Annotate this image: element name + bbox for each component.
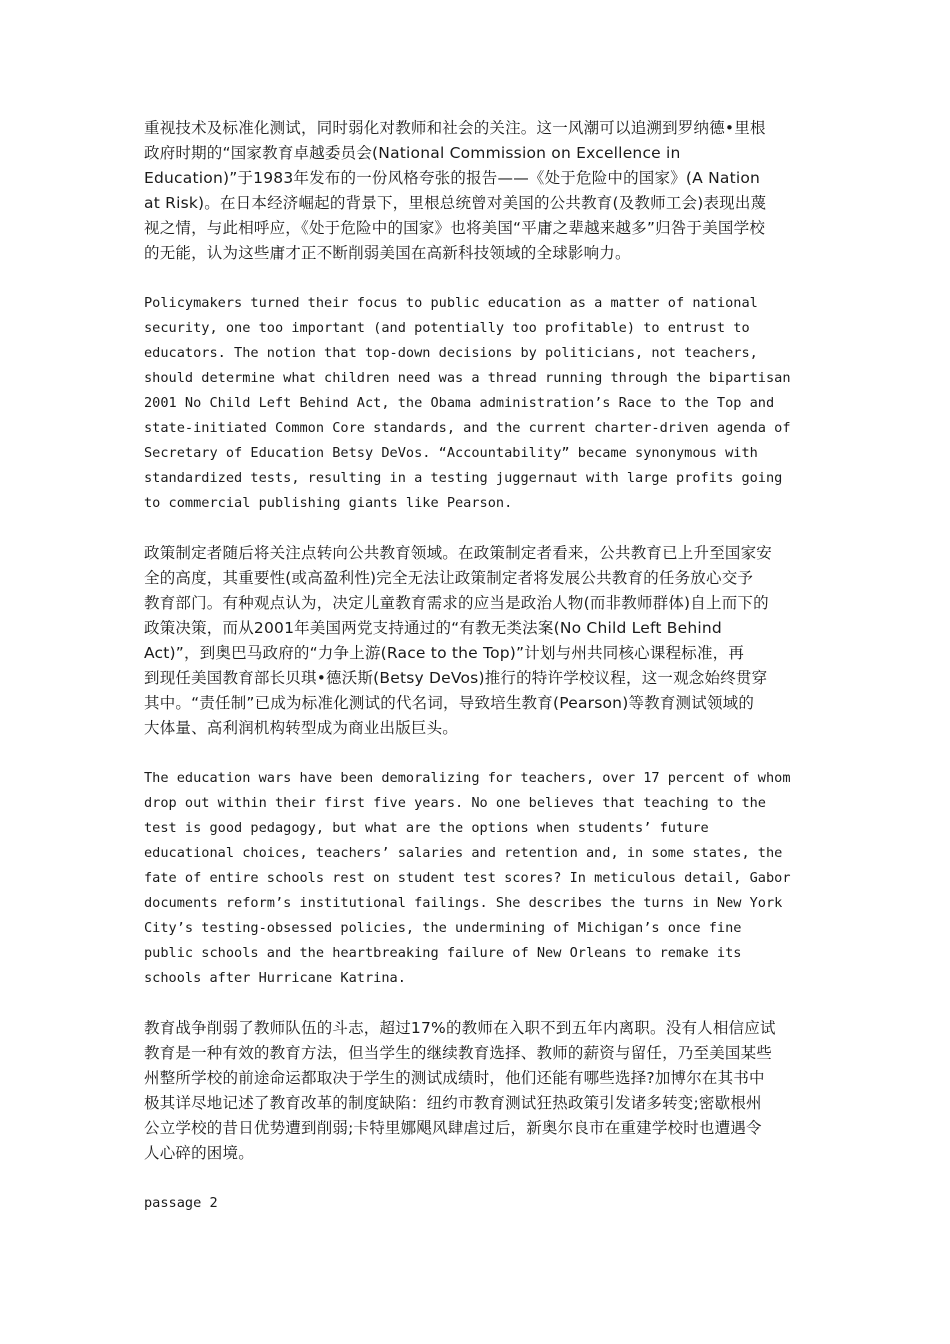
text-line: public schools and the heartbreaking failure of New Orleans to remake its [144, 945, 742, 961]
text-line: 政策制定者随后将关注点转向公共教育领域。在政策制定者看来，公共教育已上升至国家安 [144, 544, 773, 562]
text-line: at Risk)。在日本经济崛起的背景下，里根总统曾对美国的公共教育(及教师工会)表现出蔑 [144, 194, 767, 212]
text-line: Education)”于1983年发布的一份风格夸张的报告——《处于危险中的国家》(A Nation [144, 169, 761, 187]
text-line: drop out within their first five years. No one believes that teaching to the [144, 795, 766, 811]
text-line: standardized tests, resulting in a testing juggernaut with large profits going [144, 470, 783, 486]
chinese-paragraph [144, 541, 808, 741]
paragraph-gap [144, 516, 808, 541]
english-paragraph [144, 766, 808, 991]
text-line: Policymakers turned their focus to public education as a matter of national [144, 295, 758, 311]
text-line: 大体量、高利润机构转型成为商业出版巨头。 [144, 719, 459, 737]
text-line: 公立学校的昔日优势遭到削弱;卡特里娜飓风肆虐过后，新奥尔良市在重建学校时也遭遇令 [144, 1119, 762, 1137]
text-line: 到现任美国教育部长贝琪•德沃斯(Betsy DeVos)推行的特许学校议程，这一观念始终贯穿 [144, 669, 768, 687]
chinese-paragraph [144, 1016, 808, 1166]
text-line: Secretary of Education Betsy DeVos. “Accountability” became synonymous with [144, 445, 758, 461]
text-line: 州整所学校的前途命运都取决于学生的测试成绩时，他们还能有哪些选择?加博尔在其书中 [144, 1069, 765, 1087]
paragraph-gap [144, 266, 808, 291]
chinese-paragraph [144, 116, 808, 266]
text-line: 政策决策，而从2001年美国两党支持通过的“有教无类法案(No Child Left Behind [144, 619, 722, 637]
text-line: 其中。“责任制”已成为标准化测试的代名词，导致培生教育(Pearson)等教育测试领域的 [144, 694, 755, 712]
text-line: City’s testing-obsessed policies, the undermining of Michigan’s once fine [144, 920, 742, 936]
text-line: 人心碎的困境。 [144, 1144, 254, 1162]
text-line: 极其详尽地记述了教育改革的制度缺陷：纽约市教育测试狂热政策引发诸多转变;密歇根州 [144, 1094, 762, 1112]
text-line: Act)”，到奥巴马政府的“力争上游(Race to the Top)”计划与州共同核心课程标准，再 [144, 644, 745, 662]
text-line: 全的高度，其重要性(或高盈利性)完全无法让政策制定者将发展公共教育的任务放心交予 [144, 569, 754, 587]
text-line: 教育战争削弱了教师队伍的斗志，超过17%的教师在入职不到五年内离职。没有人相信应试 [144, 1019, 776, 1037]
text-line: 的无能，认为这些庸才正不断削弱美国在高新科技领域的全球影响力。 [144, 244, 631, 262]
text-line: 重视技术及标准化测试，同时弱化对教师和社会的关注。这一风潮可以追溯到罗纳德•里根 [144, 119, 766, 137]
text-line: 视之情，与此相呼应，《处于危险中的国家》也将美国“平庸之辈越来越多”归咎于美国学校 [144, 219, 766, 237]
text-line: security, one too important (and potentially too profitable) to entrust to [144, 320, 750, 336]
text-line: to commercial publishing giants like Pearson. [144, 495, 513, 511]
document-page [144, 116, 808, 1216]
paragraph-gap [144, 741, 808, 766]
text-line: educators. The notion that top-down decisions by politicians, not teachers, [144, 345, 758, 361]
text-line: schools after Hurricane Katrina. [144, 970, 406, 986]
text-line: 教育是一种有效的教育方法，但当学生的继续教育选择、教师的薪资与留任，乃至美国某些 [144, 1044, 773, 1062]
text-line: educational choices, teachers’ salaries and retention and, in some states, the [144, 845, 783, 861]
text-line: 2001 No Child Left Behind Act, the Obama administration’s Race to the Top and [144, 395, 775, 411]
section-label: passage 2 [144, 1195, 218, 1211]
english-paragraph [144, 291, 808, 516]
text-line: 政府时期的“国家教育卓越委员会(National Commission on Excellence in [144, 144, 681, 162]
paragraph-container [144, 116, 808, 1166]
text-line: 教育部门。有种观点认为，决定儿童教育需求的应当是政治人物(而非教师群体)自上而下的 [144, 594, 769, 612]
text-line: fate of entire schools rest on student test scores? In meticulous detail, Gabor [144, 870, 791, 886]
paragraph-gap [144, 1166, 808, 1191]
text-line: state-initiated Common Core standards, and the current charter-driven agenda of [144, 420, 791, 436]
text-line: The education wars have been demoralizing for teachers, over 17 percent of whom [144, 770, 791, 786]
paragraph-gap [144, 991, 808, 1016]
text-line: should determine what children need was a thread running through the bipartisan [144, 370, 791, 386]
text-line: test is good pedagogy, but what are the options when students’ future [144, 820, 709, 836]
text-line: documents reform’s institutional failings. She describes the turns in New York [144, 895, 783, 911]
